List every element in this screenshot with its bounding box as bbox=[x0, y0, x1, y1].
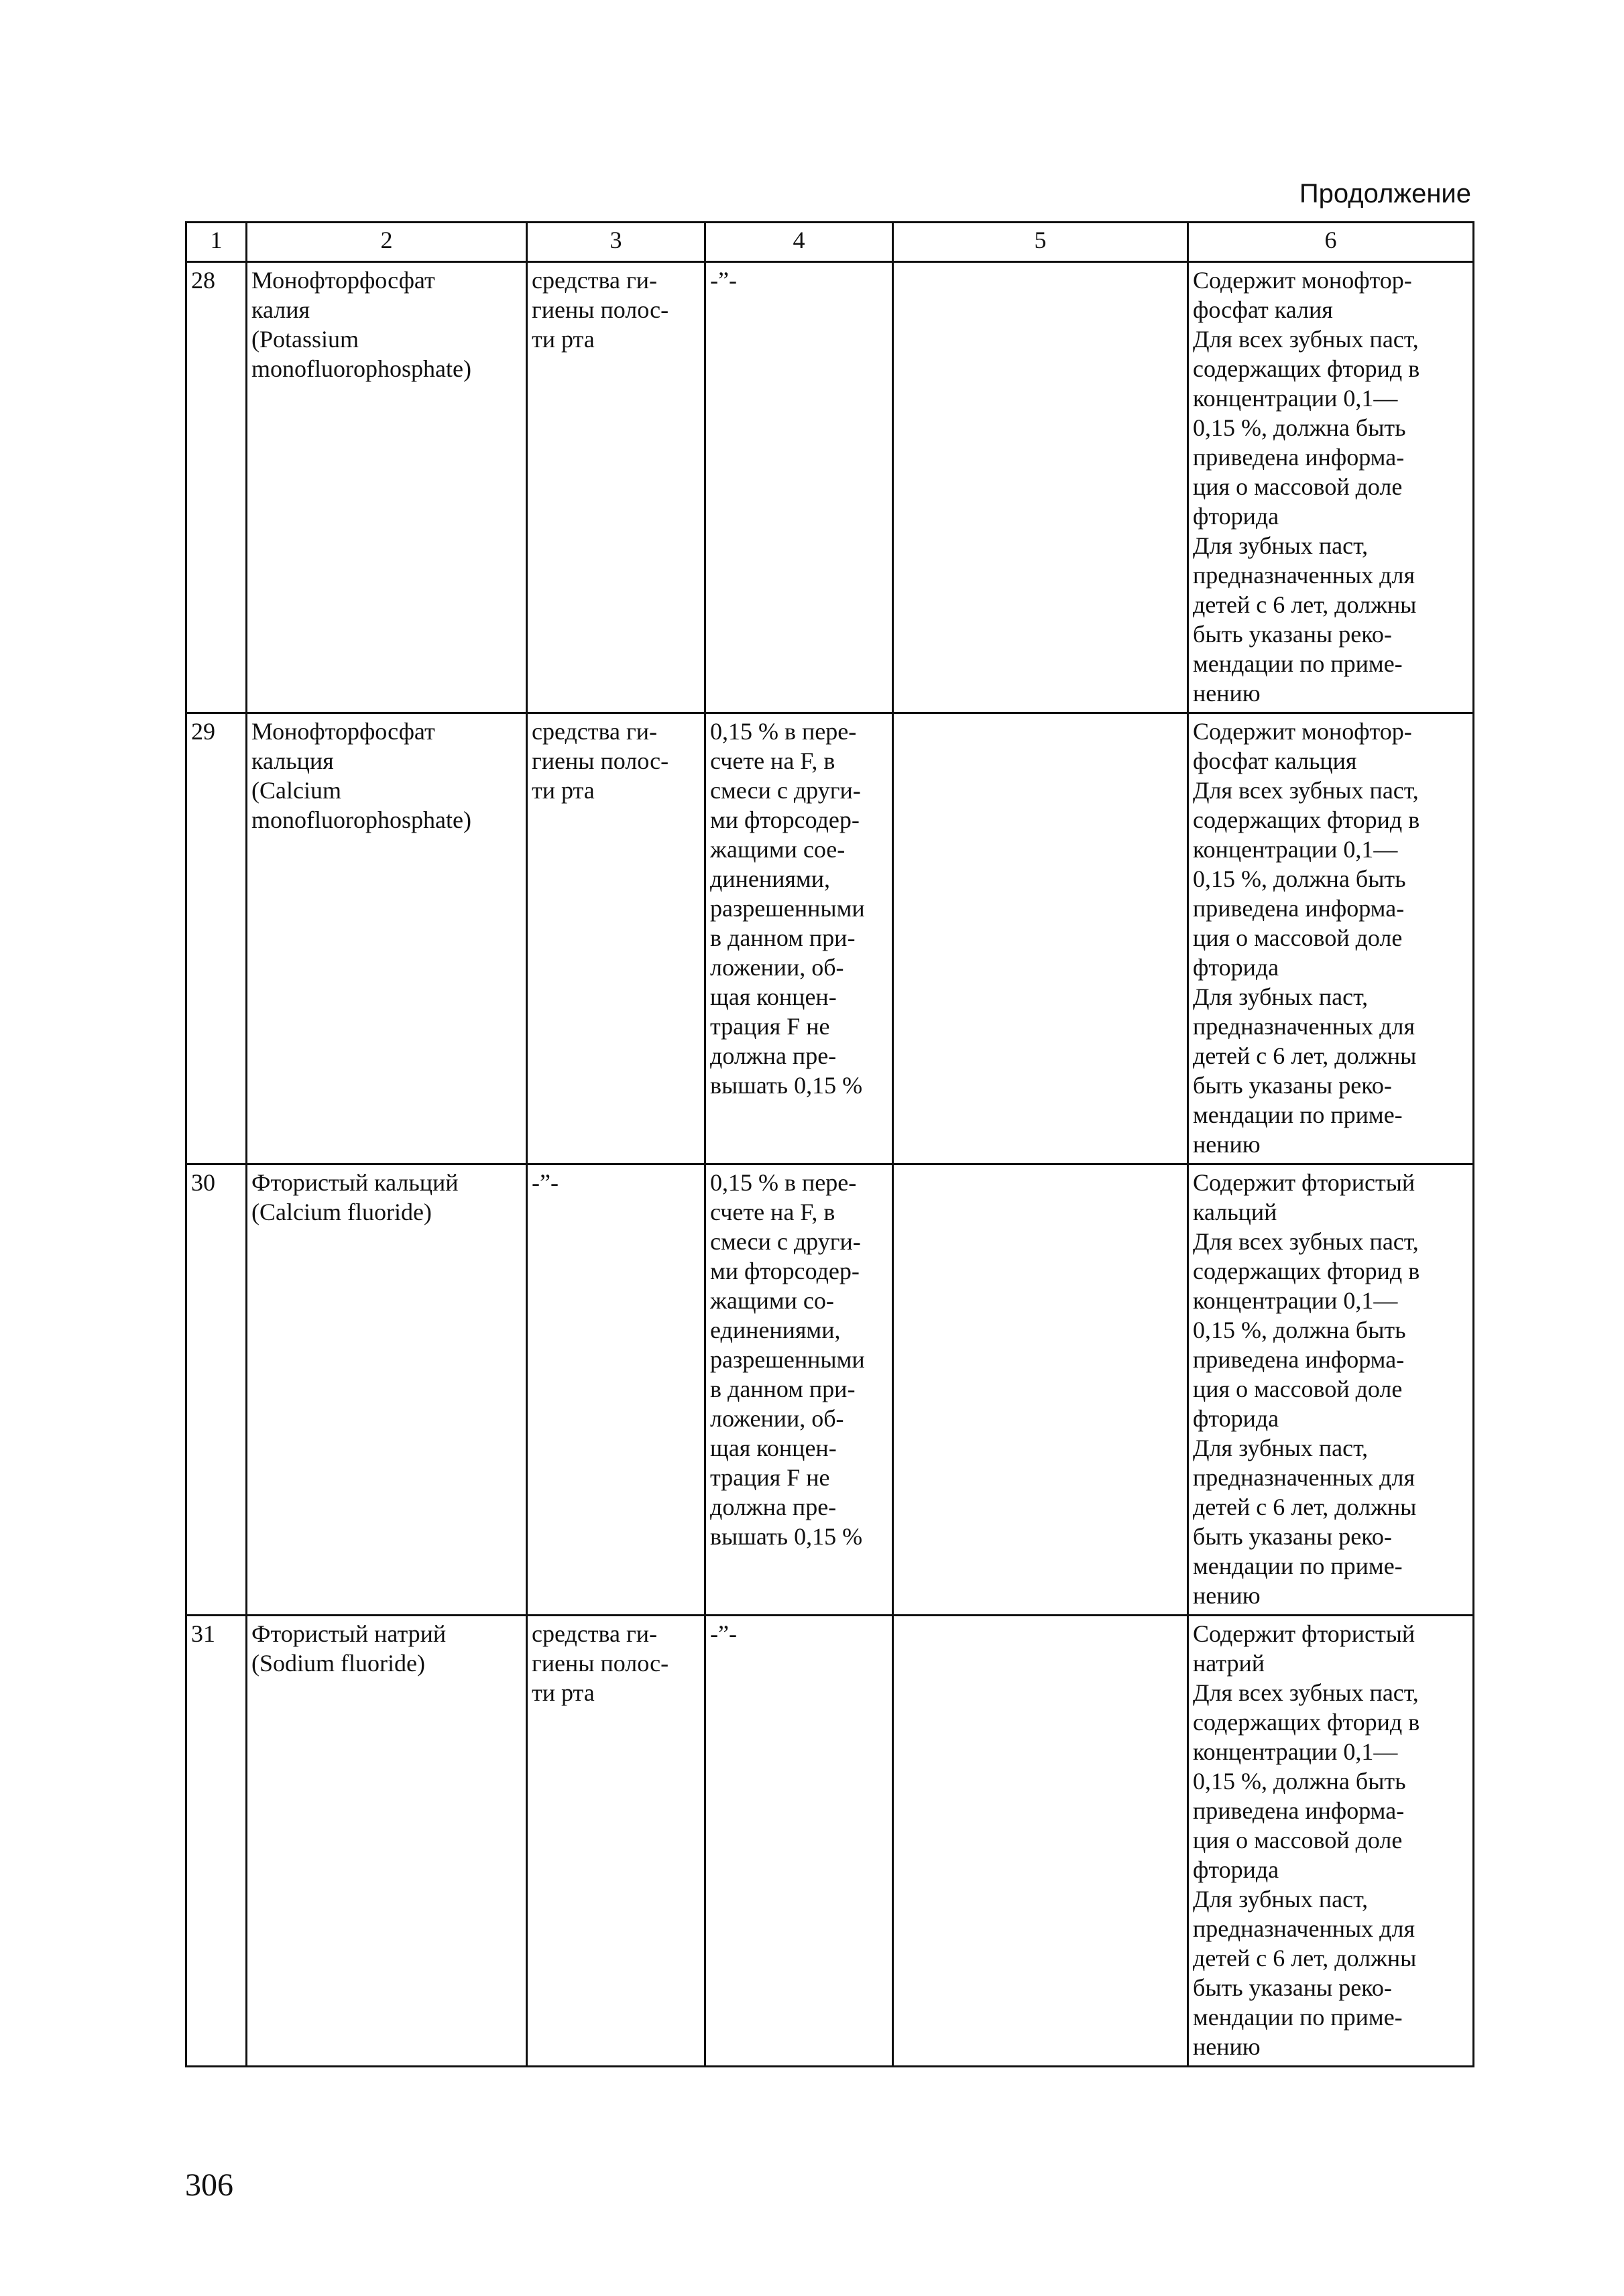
condition-text: Содержит монофтор- фосфат кальция bbox=[1193, 718, 1412, 774]
condition-text: Для всех зубных паст, содержащих фторид в концентрации 0,1— 0,15 %, должна быть приведена информа- ция о массовой доле фторида bbox=[1193, 777, 1420, 981]
max-concentration: 0,15 % в пере- счете на F, в смеси с други- ми фторсодер- жащими со- единениями, разрешенными в данном при- ложении, об- щая концен- трация F не должна пре- вышать 0,15 % bbox=[705, 1164, 893, 1616]
substance-name: Фтористый кальций (Calcium fluoride) bbox=[247, 1164, 527, 1616]
substance-name: Фтористый натрий (Sodium fluoride) bbox=[247, 1616, 527, 2067]
column-header: 6 bbox=[1188, 223, 1474, 262]
condition-text: Для всех зубных паст, содержащих фторид в концентрации 0,1— 0,15 %, должна быть приведена информа- ция о массовой доле фторида bbox=[1193, 326, 1420, 530]
substance-name: Монофторфосфат калия (Potassium monofluorophosphate) bbox=[247, 262, 527, 713]
condition-text: Для всех зубных паст, содержащих фторид в концентрации 0,1— 0,15 %, должна быть приведена информа- ция о массовой доле фторида bbox=[1193, 1679, 1420, 1883]
table-row bbox=[186, 713, 1474, 1164]
column-header: 5 bbox=[893, 223, 1188, 262]
condition-text: Содержит монофтор- фосфат калия bbox=[1193, 267, 1412, 323]
condition-text: Для зубных паст, предназначенных для детей с 6 лет, должны быть указаны реко- мендации по приме- нению bbox=[1193, 1435, 1417, 1609]
substance-name: Монофторфосфат кальция (Calcium monofluorophosphate) bbox=[247, 713, 527, 1164]
column-header: 2 bbox=[247, 223, 527, 262]
max-concentration: -”- bbox=[705, 1616, 893, 2067]
other-restrictions bbox=[893, 713, 1188, 1164]
continuation-label: Продолжение bbox=[1299, 179, 1471, 208]
max-concentration: -”- bbox=[705, 262, 893, 713]
table-row bbox=[186, 1164, 1474, 1616]
page-number: 306 bbox=[185, 2167, 233, 2203]
row-number: 30 bbox=[186, 1164, 247, 1616]
row-number: 31 bbox=[186, 1616, 247, 2067]
field-of-application: средства ги- гиены полос- ти рта bbox=[527, 262, 705, 713]
field-of-application: средства ги- гиены полос- ти рта bbox=[527, 713, 705, 1164]
condition-text: Для зубных паст, предназначенных для детей с 6 лет, должны быть указаны реко- мендации по приме- нению bbox=[1193, 532, 1417, 707]
table-row bbox=[186, 1616, 1474, 2067]
field-of-application: средства ги- гиены полос- ти рта bbox=[527, 1616, 705, 2067]
field-of-application: -”- bbox=[527, 1164, 705, 1616]
labelling-conditions bbox=[1188, 1164, 1474, 1616]
max-concentration: 0,15 % в пере- счете на F, в смеси с други- ми фторсодер- жащими сое- динениями, разрешенными в данном при- ложении, об- щая концен- трация F не должна пре- вышать 0,15 % bbox=[705, 713, 893, 1164]
labelling-conditions bbox=[1188, 262, 1474, 713]
other-restrictions bbox=[893, 1164, 1188, 1616]
row-number: 28 bbox=[186, 262, 247, 713]
table-row bbox=[186, 262, 1474, 713]
substances-table bbox=[185, 221, 1474, 2067]
column-header: 3 bbox=[527, 223, 705, 262]
condition-text: Содержит фтористый кальций bbox=[1193, 1169, 1415, 1225]
condition-text: Для зубных паст, предназначенных для детей с 6 лет, должны быть указаны реко- мендации по приме- нению bbox=[1193, 983, 1417, 1158]
condition-text: Содержит фтористый натрий bbox=[1193, 1620, 1415, 1677]
other-restrictions bbox=[893, 1616, 1188, 2067]
column-header: 1 bbox=[186, 223, 247, 262]
table-header-row bbox=[186, 223, 1474, 262]
other-restrictions bbox=[893, 262, 1188, 713]
column-header: 4 bbox=[705, 223, 893, 262]
labelling-conditions bbox=[1188, 1616, 1474, 2067]
row-number: 29 bbox=[186, 713, 247, 1164]
labelling-conditions bbox=[1188, 713, 1474, 1164]
condition-text: Для зубных паст, предназначенных для детей с 6 лет, должны быть указаны реко- мендации по приме- нению bbox=[1193, 1886, 1417, 2060]
condition-text: Для всех зубных паст, содержащих фторид в концентрации 0,1— 0,15 %, должна быть приведена информа- ция о массовой доле фторида bbox=[1193, 1228, 1420, 1432]
